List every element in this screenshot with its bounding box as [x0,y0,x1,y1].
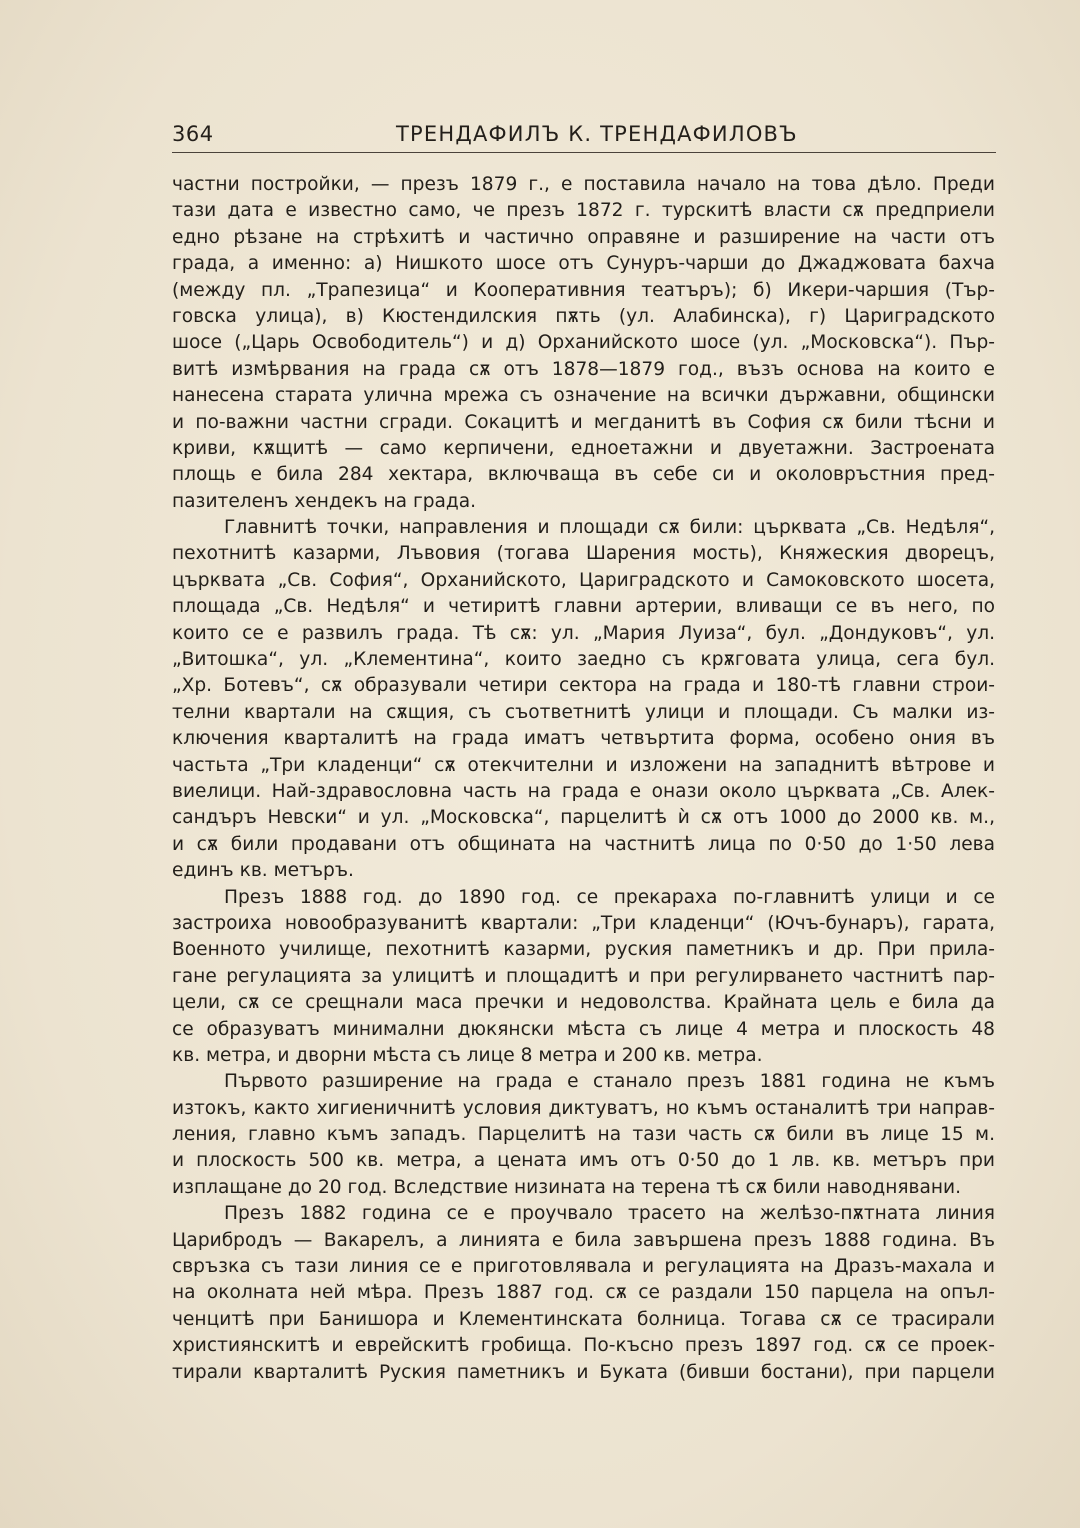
text-line: шосе („Царь Освободитель“) и д) Орханийското шосе (ул. „Московска“). Пър- [172,332,995,354]
text-line: кв. метра, и дворни мѣста съ лице 8 метра и 200 кв. метра. [172,1044,763,1066]
text-line: изплащане до 20 год. Вследствие низината на терена тѣ сѫ били наводнявани. [172,1176,962,1198]
text-line: „Хр. Ботевъ“, сѫ образували четири сектора на града и 180-тѣ главни строи- [172,675,995,697]
text-line: виелици. Най-здравословна часть на града е онази около църквата „Св. Алек- [172,780,995,802]
text-line: изтокъ, както хигиеничнитѣ условия диктуватъ, но къмъ останалитѣ три направ- [172,1097,995,1119]
text-line: християнскитѣ и еврейскитѣ гробища. По-късно презъ 1897 год. сѫ се проек- [172,1335,995,1357]
text-line: криви, кѫщитѣ — само керпичени, едноетажни и двуетажни. Застроената [172,437,995,459]
text-line: града, а именно: а) Нишкото шосе отъ Сунуръ-чарши до Джаджовата бахча [172,253,995,275]
text-line: тирали кварталитѣ Руския паметникъ и Буката (бивши бостани), при парцели [172,1361,995,1383]
text-line: на околната ней мѣра. Презъ 1887 год. сѫ се раздали 150 парцела на опъл- [172,1282,995,1304]
text-line: пехотнитѣ казарми, Лъвовия (тогава Шарения мость), Княжеския дворецъ, [172,543,995,565]
text-line: площада „Св. Недѣля“ и четиритѣ главни артерии, вливащи се въ него, по [172,596,995,618]
text-line: площь е била 284 хектара, включваща въ себе си и околовръстния пред- [172,464,995,486]
text-line: телни квартали на сѫщия, съ съответнитѣ улици и площади. Съ малки из- [172,701,995,723]
text-line: пазителенъ хендекъ на града. [172,490,477,512]
text-line: и плоскость 500 кв. метра, а цената имъ отъ 0·50 до 1 лв. кв. метъръ при [172,1150,995,1172]
text-line: единъ кв. метъръ. [172,860,354,882]
text-line: витѣ измѣрвания на града сѫ отъ 1878—1879 год., възъ основа на които е [172,358,995,380]
page-number: 364 [172,122,214,146]
text-line: и по-важни частни сгради. Сокацитѣ и мегданитѣ въ София сѫ били тѣсни и [172,411,995,433]
text-line: църквата „Св. София“, Орханийското, Цариградското и Самоковското шосета, [172,569,995,591]
text-line: свръзка съ тази линия се е приготовлявала и регулацията на Дразъ-махала и [172,1256,995,1278]
text-line: частьта „Три кладенци“ сѫ отекчителни и изложени на западнитѣ вѣтрове и [172,754,995,776]
text-line: Главнитѣ точки, направления и площади сѫ били: църквата „Св. Недѣля“, [224,517,995,539]
text-line: се образуватъ минимални дюкянски мѣста съ лице 4 метра и плоскость 48 [172,1018,995,1040]
text-line: нанесена старата улична мрежа съ означение на всички държавни, общински [172,385,995,407]
text-line: сандъръ Невски“ и ул. „Московска“, парцелитѣ ѝ сѫ отъ 1000 до 2000 кв. м., [172,807,995,829]
text-line: и сѫ били продавани отъ общината на частнитѣ лица по 0·50 до 1·50 лева [172,833,995,855]
text-line: цели, сѫ се срещнали маса пречки и недоволства. Крайната цель е била да [172,992,995,1014]
text-line: Първото разширение на града е станало презъ 1881 година не къмъ [224,1071,995,1093]
text-line: Царибродъ — Вакарелъ, а линията е била завършена презъ 1888 година. Въ [172,1229,995,1251]
text-line: тази дата е известно само, че презъ 1872 г. турскитѣ власти сѫ предприели [172,200,995,222]
text-line: ления, главно къмъ западъ. Парцелитѣ на тази часть сѫ били въ лице 15 м. [172,1124,995,1146]
text-line: „Витошка“, ул. „Клементина“, които заедно съ крѫговата улица, сега бул. [172,649,995,671]
text-line: едно рѣзане на стрѣхитѣ и частично оправяне и разширение на части отъ [172,226,995,248]
text-line: Военното училище, пехотнитѣ казарми, руския паметникъ и др. При прила- [172,939,995,961]
text-line: ключения кварталитѣ на града иматъ четвъртита форма, особено ония въ [172,728,995,750]
text-line: които се е развилъ града. Тѣ сѫ: ул. „Мария Луиза“, бул. „Дондуковъ“, ул. [172,622,995,644]
text-line: говска улица), в) Кюстендилския пѫть (ул. Алабинска), г) Цариградското [172,305,995,327]
body-text [172,172,995,1386]
text-line: (между пл. „Трапезица“ и Кооперативния театъръ); б) Икери-чаршия (Тър- [172,279,995,301]
text-line: частни постройки, — презъ 1879 г., е поставила начало на това дѣло. Преди [172,174,995,195]
text-line: Презъ 1882 година се е проучвало трасето на желѣзо-пѫтната линия [224,1203,995,1225]
text-line: гане регулацията за улицитѣ и площадитѣ и при регулирването частнитѣ пар- [172,965,995,987]
running-head: ТРЕНДАФИЛЪ К. ТРЕНДАФИЛОВЪ [396,122,798,146]
text-line: застроиха новообразуванитѣ квартали: „Три кладенци“ (Ючъ-бунаръ), гарата, [172,912,995,934]
text-line: ченцитѣ при Банишора и Клементинската болница. Тогава сѫ се трасирали [172,1308,995,1330]
text-line: Презъ 1888 год. до 1890 год. се прекараха по-главнитѣ улици и се [224,886,995,908]
page-header [172,118,996,153]
